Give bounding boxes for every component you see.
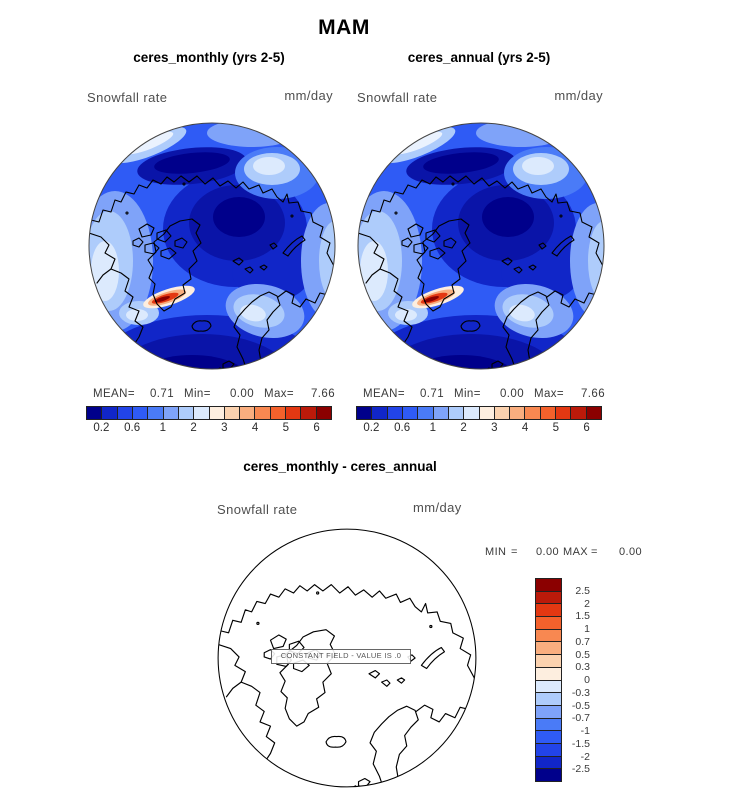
max-label: Max= bbox=[534, 388, 565, 400]
colorbar-tick: 0 bbox=[584, 674, 590, 686]
mean-value: 0.71 bbox=[420, 388, 444, 400]
colorbar-segment bbox=[570, 406, 586, 420]
max-value: 7.66 bbox=[311, 388, 335, 400]
colorbar-segment bbox=[270, 406, 286, 420]
colorbar-segment bbox=[540, 406, 556, 420]
colorbar-segment bbox=[239, 406, 255, 420]
colorbar-segment bbox=[209, 406, 225, 420]
diff-field-label: Snowfall rate bbox=[217, 502, 298, 517]
field-label: Snowfall rate bbox=[87, 90, 168, 105]
colorbar-tick: 2.5 bbox=[575, 584, 590, 597]
diff-max-value: 0.00 bbox=[618, 546, 642, 558]
colorbar-segment bbox=[285, 406, 301, 420]
colorbar-tick: 0.3 bbox=[575, 661, 590, 674]
mean-label: MEAN= bbox=[363, 388, 405, 400]
colorbar-tick: 0.6 bbox=[394, 422, 411, 434]
colorbar-segment bbox=[586, 406, 602, 420]
colorbar-tick: 3 bbox=[221, 422, 228, 434]
colorbar-segment bbox=[163, 406, 179, 420]
colorbar-tick: 5 bbox=[282, 422, 290, 434]
colorbar-segment bbox=[356, 406, 372, 420]
colorbar-segment bbox=[132, 406, 148, 420]
colorbar-tick: 3 bbox=[491, 422, 498, 434]
colorbar-segment bbox=[371, 406, 387, 420]
colorbar-tick: 5 bbox=[552, 422, 560, 434]
mean-label: MEAN= bbox=[93, 388, 135, 400]
stats-row bbox=[85, 388, 335, 402]
colorbar-tick: 0.6 bbox=[124, 422, 141, 434]
colorbar-tick: 1 bbox=[159, 422, 167, 434]
colorbar-segment bbox=[509, 406, 525, 420]
diff-title: ceres_monthly - ceres_annual bbox=[243, 459, 437, 474]
panel-title: ceres_annual (yrs 2-5) bbox=[407, 50, 551, 65]
max-label: Max= bbox=[264, 388, 295, 400]
colorbar-tick-labels bbox=[356, 422, 602, 436]
season-title: MAM bbox=[318, 16, 370, 39]
colorbar-tick: -2 bbox=[580, 750, 590, 763]
colorbar-segment bbox=[433, 406, 449, 420]
colorbar-segment bbox=[494, 406, 510, 420]
colorbar-tick: 2 bbox=[190, 422, 197, 434]
polar-map-ceres-annual bbox=[356, 121, 606, 371]
colorbar-tick: 6 bbox=[313, 422, 320, 434]
colorbar-tick: -0.7 bbox=[571, 712, 590, 725]
diff-units-label: mm/day bbox=[413, 500, 462, 515]
colorbar-segment bbox=[479, 406, 495, 420]
diff-colorbar-tick-labels bbox=[556, 578, 592, 782]
max-value: 7.66 bbox=[581, 388, 605, 400]
polar-map-ceres-monthly bbox=[87, 121, 337, 371]
colorbar-tick: 0.2 bbox=[93, 422, 110, 434]
diff-minmax-row bbox=[485, 546, 655, 559]
panel-ceres-monthly bbox=[85, 50, 333, 445]
colorbar-segment bbox=[86, 406, 102, 420]
colorbar-tick: 1.5 bbox=[575, 610, 590, 623]
min-value: 0.00 bbox=[500, 388, 524, 400]
colorbar-tick: -1 bbox=[580, 725, 590, 737]
mean-value: 0.71 bbox=[150, 388, 174, 400]
colorbar-tick: 1 bbox=[584, 623, 590, 635]
colorbar-tick: 6 bbox=[583, 422, 590, 434]
colorbar-tick: -1.5 bbox=[571, 737, 590, 750]
colorbar-segment bbox=[147, 406, 163, 420]
colorbar-tick: 2 bbox=[584, 597, 590, 610]
colorbar-tick: -0.3 bbox=[571, 686, 590, 699]
panel-title: ceres_monthly (yrs 2-5) bbox=[133, 50, 285, 65]
constant-field-note: CONSTANT FIELD - VALUE IS .0 bbox=[271, 649, 411, 664]
panel-ceres-annual bbox=[355, 50, 603, 445]
equals-sign: = bbox=[511, 546, 518, 558]
field-label-row bbox=[85, 90, 333, 106]
colorbar-segment bbox=[417, 406, 433, 420]
colorbar-tick: 0.2 bbox=[363, 422, 380, 434]
colorbar-tick: -2.5 bbox=[571, 763, 590, 776]
stats-row bbox=[355, 388, 605, 402]
colorbar-tick: 2 bbox=[460, 422, 467, 434]
colorbar-segment bbox=[117, 406, 133, 420]
diff-min-label: MIN bbox=[485, 546, 507, 558]
units-label: mm/day bbox=[284, 88, 333, 103]
colorbar-segment bbox=[524, 406, 540, 420]
colorbar-segment bbox=[402, 406, 418, 420]
colorbar-segment bbox=[254, 406, 270, 420]
colorbar-tick: 0.5 bbox=[575, 648, 590, 661]
colorbar-tick: -0.5 bbox=[571, 699, 590, 712]
colorbar-tick: 1 bbox=[429, 422, 437, 434]
colorbar-segment bbox=[300, 406, 316, 420]
colorbar-tick: 0.7 bbox=[575, 635, 590, 648]
min-label: Min= bbox=[184, 388, 211, 400]
colorbar-segment bbox=[316, 406, 332, 420]
colorbar-segment bbox=[463, 406, 479, 420]
min-value: 0.00 bbox=[230, 388, 254, 400]
colorbar-segment bbox=[448, 406, 464, 420]
colorbar bbox=[356, 406, 602, 420]
colorbar-segment bbox=[555, 406, 571, 420]
colorbar-tick: 4 bbox=[251, 422, 259, 434]
colorbar-segment bbox=[387, 406, 403, 420]
field-label-row bbox=[355, 90, 603, 106]
colorbar bbox=[86, 406, 332, 420]
diff-min-value: 0.00 bbox=[535, 546, 559, 558]
colorbar-tick-labels bbox=[86, 422, 332, 436]
colorbar-segment bbox=[224, 406, 240, 420]
field-label: Snowfall rate bbox=[357, 90, 438, 105]
colorbar-segment bbox=[101, 406, 117, 420]
units-label: mm/day bbox=[554, 88, 603, 103]
diff-max-label: MAX bbox=[563, 546, 589, 558]
min-label: Min= bbox=[454, 388, 481, 400]
colorbar-segment bbox=[178, 406, 194, 420]
colorbar-segment bbox=[193, 406, 209, 420]
colorbar-tick: 4 bbox=[521, 422, 529, 434]
equals-sign: = bbox=[591, 546, 598, 558]
